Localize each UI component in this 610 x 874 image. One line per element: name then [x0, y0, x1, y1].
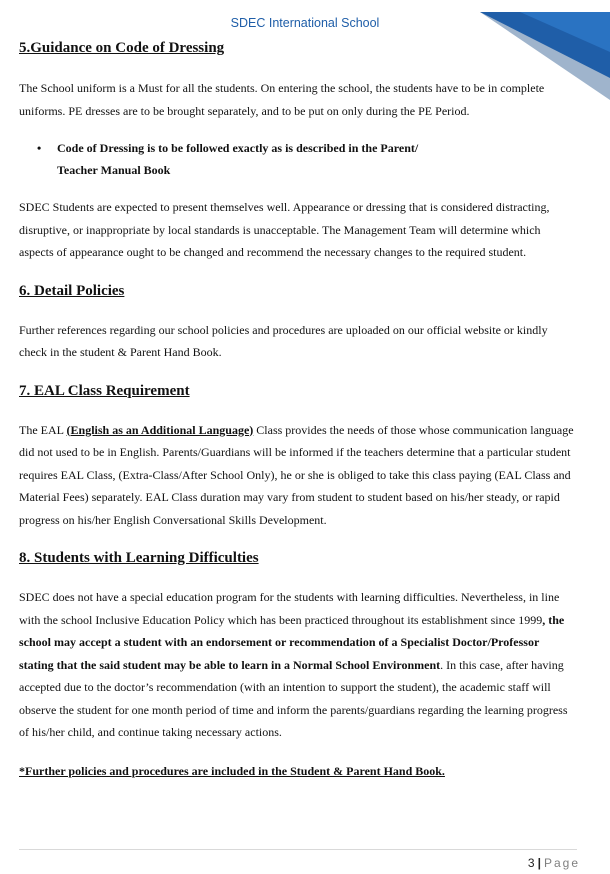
document-header-title: SDEC International School — [230, 16, 380, 30]
closing-note: *Further policies and procedures are included in the Student & Parent Hand Book. — [19, 763, 445, 778]
learning-text-part1: SDEC does not have a special education program for the students with learning difficulties. Nevertheless, in line with the school Inclusive Education Policy which has been practiced throughout its establishment since 1999 — [19, 590, 560, 627]
eal-highlight: (English as an Additional Language) — [66, 422, 254, 437]
section-heading-detail-policies: 6. Detail Policies — [19, 282, 125, 299]
footer-separator: | — [537, 856, 541, 870]
eal-text-rest: Class provides the needs of those whose communication language did not used to be in English. Parents/Guardians will be informed if the teachers determine that a particular student requires EAL Class, (Extra-Class/After School Only), he or she is obliged to take this class paying (EAL Class and Material Fees) separately. EAL Class duration may vary from student to student based on his/her steady, or rapid progress on his/her English Conversational Skills Development. — [19, 422, 574, 527]
dressing-uniform-paragraph: The School uniform is a Must for all the students. On entering the school, the students have to be in complete uniforms. PE dresses are to be brought separately, and to be put on only during the PE Period. — [19, 81, 545, 118]
footer-divider — [19, 849, 577, 850]
page-number: 3 — [527, 856, 535, 870]
page-content — [19, 38, 574, 782]
eal-paragraph — [19, 419, 574, 532]
bullet-dot-icon: • — [37, 141, 42, 155]
dressing-appearance-paragraph: SDEC Students are expected to present themselves well. Appearance or dressing that is considered distracting, disruptive, or inappropriate by local standards is unacceptable. The Management Team will determine which aspects of appearance ought to be changed and recommend the necessary changes to the required student. — [19, 200, 550, 259]
learning-text-part2: . In this case, after having accepted due to the doctor’s recommendation (with an intention to support the student), the academic staff will observe the student for one month period of time and inform the parents/guardians regarding the learning progress of his/her child, and continue taking necessary actions. — [19, 657, 568, 739]
page-label: Page — [543, 856, 580, 870]
learning-text-bold: , the school may accept a student with an endorsement or recommendation of a Specialist Doctor/Professor stating that the said student may be able to learn in a Normal School Environment — [19, 612, 565, 672]
dressing-bullet-line-1: Code of Dressing is to be followed exactly as is described in the Parent/ — [57, 141, 419, 155]
learning-difficulties-paragraph — [19, 586, 574, 744]
section-heading-learning-difficulties: 8. Students with Learning Difficulties — [19, 550, 259, 566]
section-heading-eal: 7. EAL Class Requirement — [19, 382, 190, 399]
eal-text-prefix: The EAL — [19, 422, 67, 437]
dressing-bullet-line-2: Teacher Manual Book — [57, 163, 171, 177]
section-heading-dressing: 5.Guidance on Code of Dressing — [19, 40, 225, 56]
dressing-bullet-item — [19, 137, 574, 181]
page-footer — [528, 856, 580, 870]
detail-policies-paragraph: Further references regarding our school policies and procedures are uploaded on our official website or kindly check in the student & Parent Hand Book. — [19, 322, 548, 359]
